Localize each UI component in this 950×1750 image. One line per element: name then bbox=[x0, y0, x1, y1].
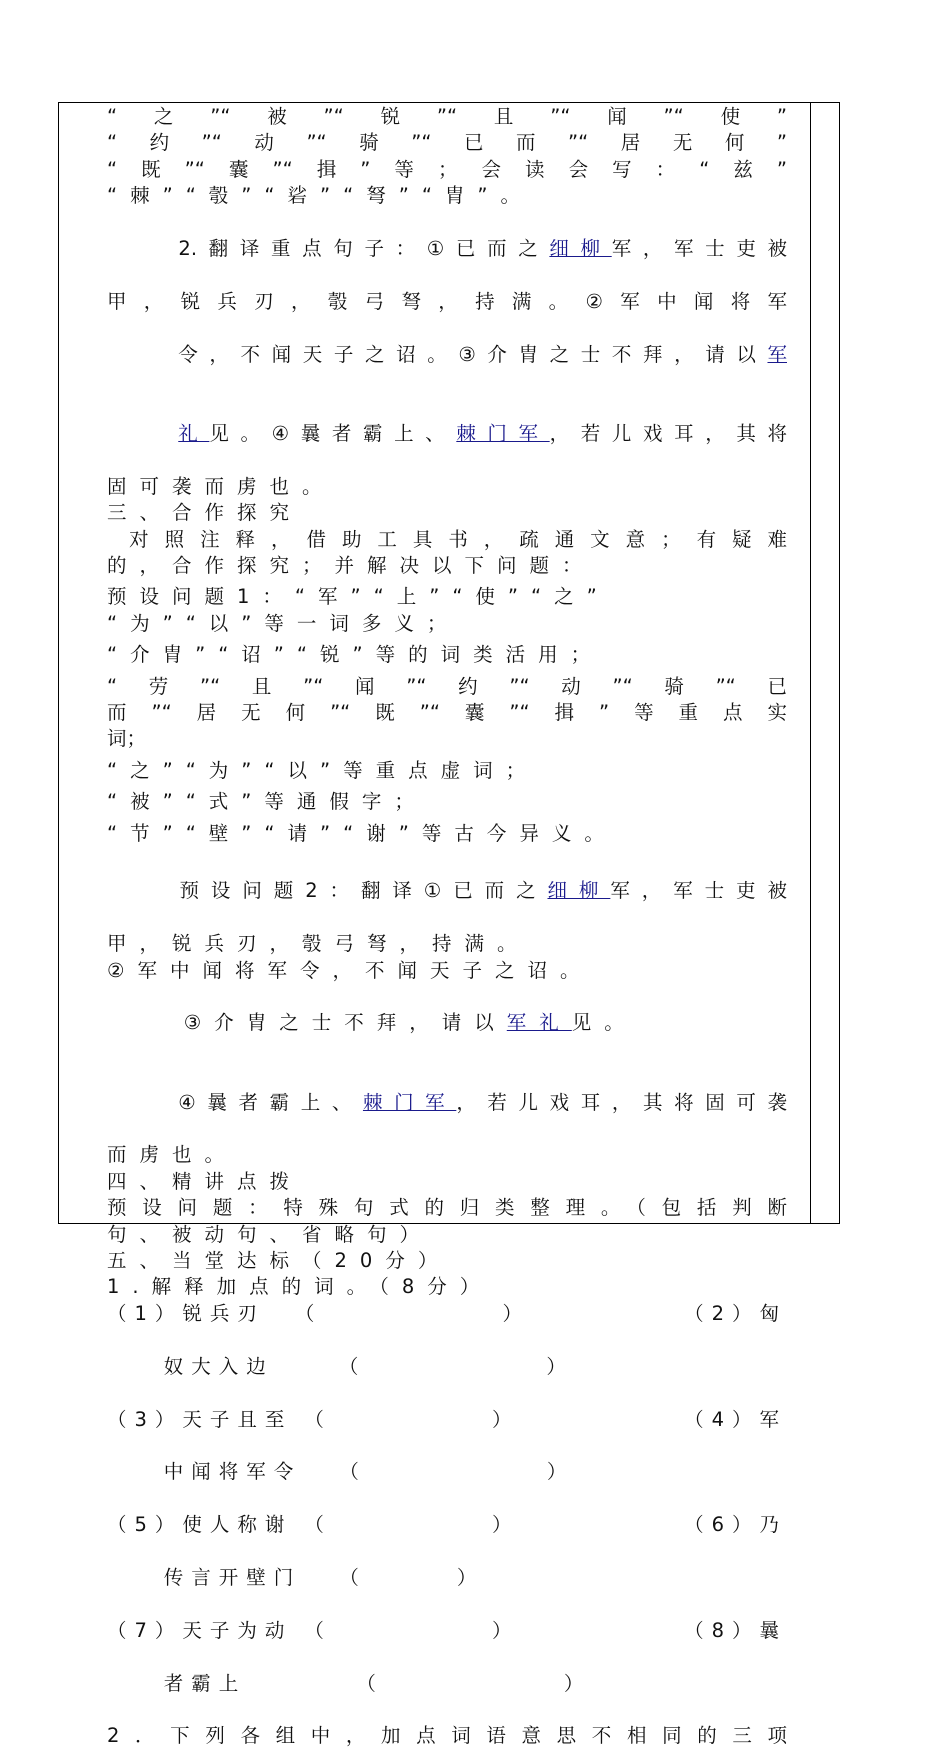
exercise-text: （1）锐兵刃 bbox=[107, 1301, 265, 1325]
underlined-term: 军礼 bbox=[506, 1011, 572, 1035]
text-line: “既”“囊”“揖”等；会读会写：“兹” bbox=[107, 157, 787, 181]
lesson-content bbox=[107, 104, 787, 1750]
text-line: 而”“居无何”“既”“囊”“揖”等重点实 bbox=[107, 700, 787, 724]
blank-open: （ bbox=[294, 1301, 323, 1325]
blank-close: ） bbox=[491, 1407, 520, 1431]
blank-close: ） bbox=[502, 1301, 530, 1325]
exercise-item: （4）军 bbox=[684, 1407, 787, 1431]
text-line: “约”“动”“骑”“已而”“居无何” bbox=[107, 131, 787, 155]
text-line bbox=[107, 210, 787, 289]
underlined-term: 细柳 bbox=[547, 879, 611, 903]
text-line: “之”“为”“以”等重点虚词； bbox=[107, 758, 539, 782]
text-line bbox=[107, 984, 787, 1063]
text-line: 而虏也。 bbox=[107, 1143, 238, 1167]
text-line bbox=[107, 1063, 787, 1142]
text-line: “介胄”“诏”“锐”等的词类活用； bbox=[107, 643, 604, 667]
section-heading: 四、精讲点拨 bbox=[107, 1169, 303, 1193]
text-span: 见。④曩者霸上、 bbox=[209, 421, 457, 445]
text-line: 句、被动句、省略句） bbox=[107, 1222, 433, 1246]
text-line: 预设问题：特殊句式的归类整理。（包括判断 bbox=[107, 1196, 787, 1220]
text-span: 2.翻译重点句子：①已而之 bbox=[178, 237, 550, 261]
exercise-text: 传言开壁门 bbox=[163, 1565, 302, 1589]
exercise-text: （5）使人称谢 bbox=[107, 1513, 293, 1537]
blank-close: ） bbox=[456, 1565, 485, 1589]
exercise-text: 中闻将军令 bbox=[163, 1460, 302, 1484]
exercise-item bbox=[107, 1512, 519, 1538]
blank-close: ） bbox=[491, 1618, 520, 1642]
exercise-row bbox=[107, 1407, 787, 1433]
text-line bbox=[107, 852, 787, 931]
underlined-term: 军 bbox=[767, 342, 787, 366]
blank-open: （ bbox=[339, 1460, 367, 1484]
section-heading: 五、当堂达标（20分） bbox=[107, 1249, 451, 1273]
text-line: 预设问题1：“军”“上”“使”“之” bbox=[107, 585, 610, 609]
text-line bbox=[107, 394, 787, 473]
blank-open: （ bbox=[304, 1513, 332, 1537]
text-line: ②军中闻将军令，不闻天子之诏。 bbox=[107, 958, 593, 982]
text-line: 词； bbox=[107, 727, 147, 751]
exercise-row bbox=[107, 1618, 787, 1644]
question-heading: 2．下列各组中，加点词语意思不相同的三项 bbox=[107, 1724, 787, 1748]
exercise-row bbox=[107, 1433, 787, 1512]
blank-open: （ bbox=[304, 1618, 332, 1642]
blank-close: ） bbox=[491, 1513, 520, 1537]
underlined-term: 细柳 bbox=[549, 237, 612, 261]
exercise-item bbox=[107, 1301, 530, 1327]
underlined-term: 礼 bbox=[178, 421, 210, 445]
text-line: “之”“被”“锐”“且”“闻”“使” bbox=[107, 105, 787, 128]
column-divider bbox=[810, 102, 811, 1224]
text-line: 对照注释，借助工具书，疏通文意；有疑难 bbox=[107, 527, 787, 551]
exercise-text: （7）天子为动 bbox=[107, 1618, 293, 1642]
exercise-item bbox=[107, 1407, 519, 1433]
question-heading: 1.解释加点的词。（8分） bbox=[107, 1275, 493, 1299]
exercise-row bbox=[107, 1301, 787, 1327]
text-line: “棘”“彀”“硰”“弩”“胄”。 bbox=[107, 184, 534, 208]
section-heading: 三、合作探究 bbox=[107, 501, 303, 525]
exercise-row bbox=[107, 1644, 787, 1723]
blank-open: （ bbox=[338, 1354, 367, 1378]
exercise-text: （3）天子且至 bbox=[107, 1407, 293, 1431]
text-span: 军，军士吏被 bbox=[611, 237, 787, 261]
exercise-row bbox=[107, 1327, 787, 1406]
underlined-term: 棘门军 bbox=[362, 1090, 457, 1114]
blank-close: ） bbox=[563, 1671, 592, 1695]
text-span: ④曩者霸上、 bbox=[178, 1090, 363, 1114]
text-span: ，若儿戏耳，其将固可袭 bbox=[456, 1090, 787, 1114]
text-span: 军，军士吏被 bbox=[610, 879, 787, 903]
blank-close: ） bbox=[546, 1354, 574, 1378]
exercise-item: （2）匈 bbox=[684, 1301, 787, 1325]
exercise-row bbox=[107, 1539, 787, 1618]
blank-open: （ bbox=[339, 1565, 367, 1589]
exercise-item: （6）乃 bbox=[684, 1513, 787, 1537]
blank-open: （ bbox=[356, 1671, 384, 1695]
exercise-text: 者霸上 bbox=[163, 1671, 247, 1695]
text-line: 甲，锐兵刃，彀弓弩，持满。②军中闻将军 bbox=[107, 289, 787, 313]
text-span: 见。 bbox=[571, 1011, 637, 1035]
text-line: “节”“壁”“请”“谢”等古今异义。 bbox=[107, 821, 617, 845]
text-span: 预设问题2：翻译①已而之 bbox=[179, 879, 548, 903]
underlined-term: 棘门军 bbox=[456, 421, 550, 445]
text-span: 令，不闻天子之诏。③介胄之士不拜，请以 bbox=[178, 342, 768, 366]
blank-open: （ bbox=[304, 1407, 332, 1431]
text-span: ③介胄之士不拜，请以 bbox=[183, 1011, 507, 1035]
text-line: “劳”“且”“闻”“约”“动”“骑”“已 bbox=[107, 674, 787, 698]
exercise-item: （8）曩 bbox=[684, 1618, 787, 1642]
text-line: 的，合作探究；并解决以下问题： bbox=[107, 553, 595, 577]
text-line: “被”“式”等通假字； bbox=[107, 790, 427, 814]
text-line: 固可袭而虏也。 bbox=[107, 474, 335, 498]
text-span: ，若儿戏耳，其将 bbox=[549, 421, 787, 445]
exercise-text: 奴大入边 bbox=[163, 1354, 274, 1378]
exercise-row bbox=[107, 1512, 787, 1538]
text-line bbox=[107, 315, 787, 394]
text-line: “为”“以”等一词多义； bbox=[107, 611, 460, 635]
text-line: 甲，锐兵刃，彀弓弩，持满。 bbox=[107, 932, 530, 956]
blank-close: ） bbox=[546, 1460, 575, 1484]
exercise-item bbox=[107, 1618, 519, 1644]
